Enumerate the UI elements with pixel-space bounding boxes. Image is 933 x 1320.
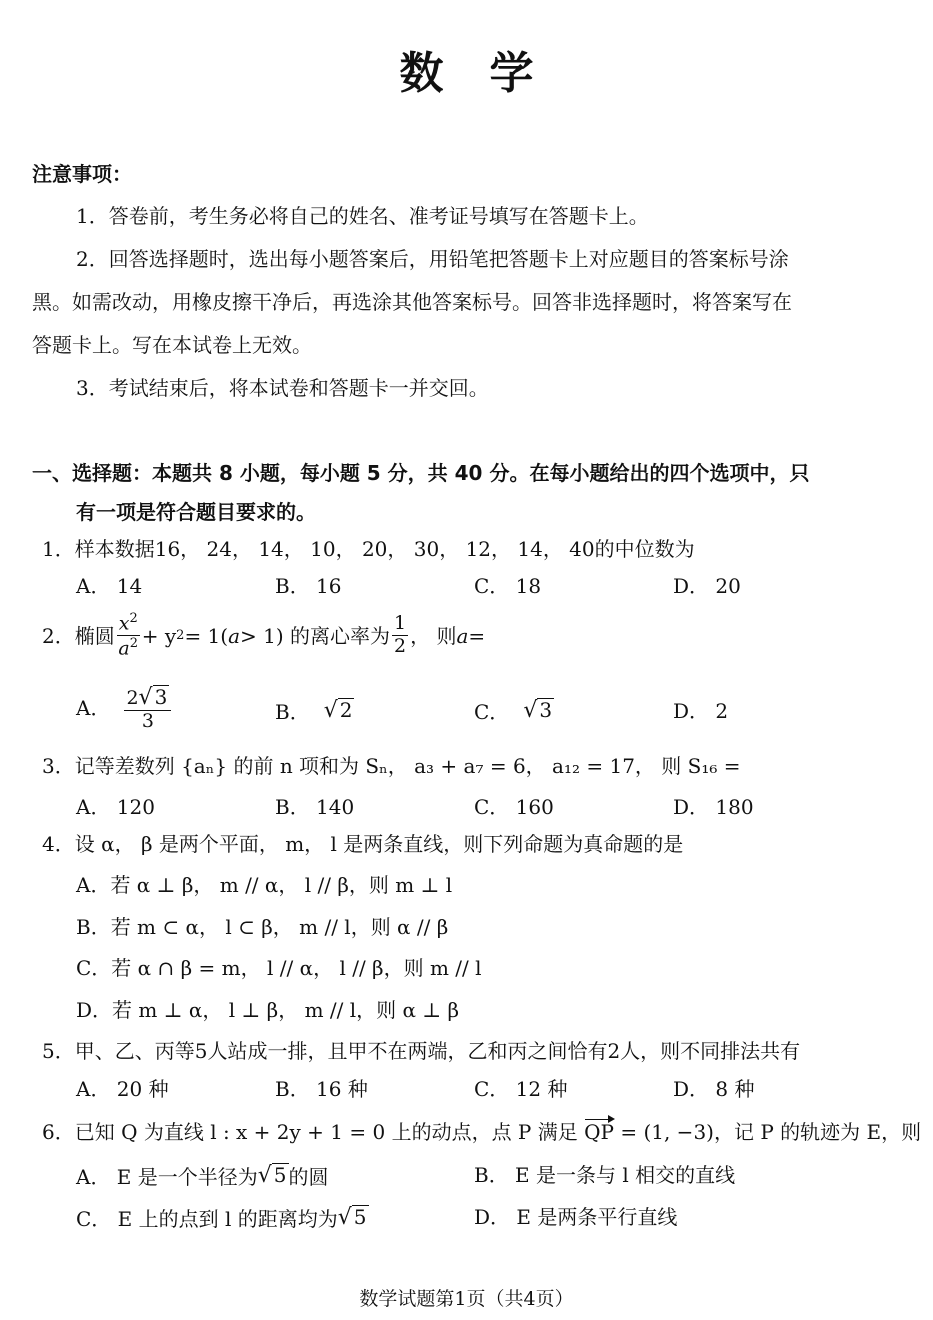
q2-text-a-final: a: [456, 623, 469, 648]
q4-option-b: B．若 m ⊂ α， l ⊂ β， m // l，则 α // β: [76, 915, 449, 939]
q6-stem-part-1: 6．已知 Q 为直线 l : x + 2y + 1 = 0 上的动点，点 P 满足: [42, 1120, 585, 1144]
q4-option-a: A．若 α ⊥ β， m // α， l // β，则 m ⊥ l: [76, 873, 453, 897]
q2-text-plus-y: + y: [141, 623, 177, 648]
notice-item-3: 3．考试结束后，将本试卷和答题卡一并交回。: [76, 376, 489, 400]
q3-option-d: D． 180: [673, 795, 754, 819]
q2-stem: 2． 椭圆 $\frac{x^2}{a^2}$ + y 2 = 1( a > 1) 的离心率为 $\frac{1}{2}$ ， 则 a =: [42, 611, 486, 660]
q1-option-d: D． 20: [673, 574, 741, 598]
q1-option-b: B． 16: [275, 574, 342, 598]
q6-option-a-radicand: 5: [273, 1163, 287, 1187]
section-heading-line-1: 一、选择题：本题共 8 小题，每小题 5 分，共 40 分。在每小题给出的四个选项中，只: [32, 461, 810, 485]
q5-option-d: D． 8 种: [673, 1077, 755, 1101]
q2-option-d: D． 2: [673, 699, 729, 723]
q6-option-a-text-2: 的圆: [288, 1165, 329, 1189]
q2-option-a-num: 2: [126, 687, 139, 710]
q2-option-b-radicand: 2: [339, 698, 353, 722]
q5-option-a: A． 20 种: [76, 1077, 169, 1101]
q2-text-equals: = 1(: [184, 623, 229, 648]
q2-text-ellipse: 椭圆: [74, 623, 115, 648]
q6-option-c-radicand: 5: [353, 1205, 367, 1229]
q2-text-eccentricity: > 1) 的离心率为: [240, 623, 391, 648]
q2-number: 2．: [42, 623, 75, 648]
notice-heading: 注意事项：: [32, 162, 132, 186]
q6-option-a: A． E 是一个半径为 √ 5 的圆: [76, 1163, 329, 1189]
q6-option-c-text: C． E 上的点到 l 的距离均为: [76, 1207, 338, 1231]
q1-option-c: C． 18: [474, 574, 542, 598]
q2-option-a-den: 3: [141, 710, 154, 732]
q2-text-then: ， 则: [410, 623, 457, 648]
q6-option-c: C． E 上的点到 l 的距离均为 √ 5: [76, 1205, 367, 1231]
q2-text-a-var: a: [228, 623, 241, 648]
q5-option-c: C． 12 种: [474, 1077, 568, 1101]
q4-stem: 4．设 α， β 是两个平面， m， l 是两条直线，则下列命题为真命题的是: [42, 832, 684, 856]
q2-option-c-radicand: 3: [539, 698, 553, 722]
q2-a: a: [118, 637, 130, 660]
q2-fraction-x2-a2: $\frac{x^2}{a^2}$: [118, 611, 139, 660]
q2-option-b: B． √ 2: [275, 698, 353, 724]
q2-half-num: 1: [394, 612, 407, 635]
notice-item-1: 1．答卷前，考生务必将自己的姓名、准考证号填写在答题卡上。: [76, 204, 649, 228]
notice-item-2-line-1: 2．回答选择题时，选出每小题答案后，用铅笔把答题卡上对应题目的答案标号涂: [76, 247, 789, 271]
q2-option-a-label: A．: [76, 696, 111, 721]
q2-option-c-label: C．: [474, 700, 510, 724]
q2-x: x: [118, 612, 130, 635]
page-title: 数学: [399, 48, 580, 99]
q5-option-b: B． 16 种: [275, 1077, 368, 1101]
q2-text-equals-final: =: [468, 623, 486, 648]
q2-half-den: 2: [394, 635, 407, 658]
q2-fraction-half: [392, 614, 408, 657]
q5-stem: 5．甲、乙、丙等5人站成一排，且甲不在两端，乙和丙之间恰有2人，则不同排法共有: [42, 1039, 801, 1063]
notice-item-2-line-2: 黑。如需改动，用橡皮擦干净后，再选涂其他答案标号。回答非选择题时，将答案写在: [32, 290, 792, 314]
section-heading-line-2: 有一项是符合题目要求的。: [76, 500, 316, 524]
q3-option-b: B． 140: [275, 795, 355, 819]
q1-stem: 1．样本数据16， 24， 14， 10， 20， 30， 12， 14， 40的中位数为: [42, 537, 695, 561]
q3-option-c: C． 160: [474, 795, 554, 819]
q3-stem: 3．记等差数列 {aₙ} 的前 n 项和为 Sₙ， a₃ + a₇ = 6， a₁₂ = 17， 则 S₁₆ =: [42, 754, 741, 778]
q3-option-a: A． 120: [76, 795, 155, 819]
q1-option-a: A． 14: [76, 574, 143, 598]
q6-stem-part-2: = (1, −3)，记 P 的轨迹为 E，则: [613, 1120, 922, 1144]
q2-option-c: C． √ 3: [474, 698, 553, 724]
q6-option-a-text-1: A． E 是一个半径为: [76, 1165, 258, 1189]
q6-option-b: B． E 是一条与 l 相交的直线: [474, 1163, 736, 1187]
q6-option-d: D． E 是两条平行直线: [474, 1205, 678, 1229]
q2-option-b-label: B．: [275, 700, 310, 724]
q2-option-a-radicand: 3: [154, 685, 168, 709]
q6-stem: [42, 1122, 921, 1142]
page-footer: 数学试题第1页（共4页）: [359, 1288, 574, 1310]
q4-option-c: C．若 α ∩ β = m， l // α， l // β，则 m // l: [76, 956, 482, 980]
q4-option-d: D．若 m ⊥ α， l ⊥ β， m // l，则 α ⊥ β: [76, 998, 460, 1022]
q2-option-a-fraction: 2 √ 3 3: [124, 685, 171, 732]
notice-item-2-line-3: 答题卡上。写在本试卷上无效。: [32, 333, 312, 357]
q2-option-a: [76, 685, 173, 732]
q6-vector-qp: QP: [584, 1120, 614, 1144]
